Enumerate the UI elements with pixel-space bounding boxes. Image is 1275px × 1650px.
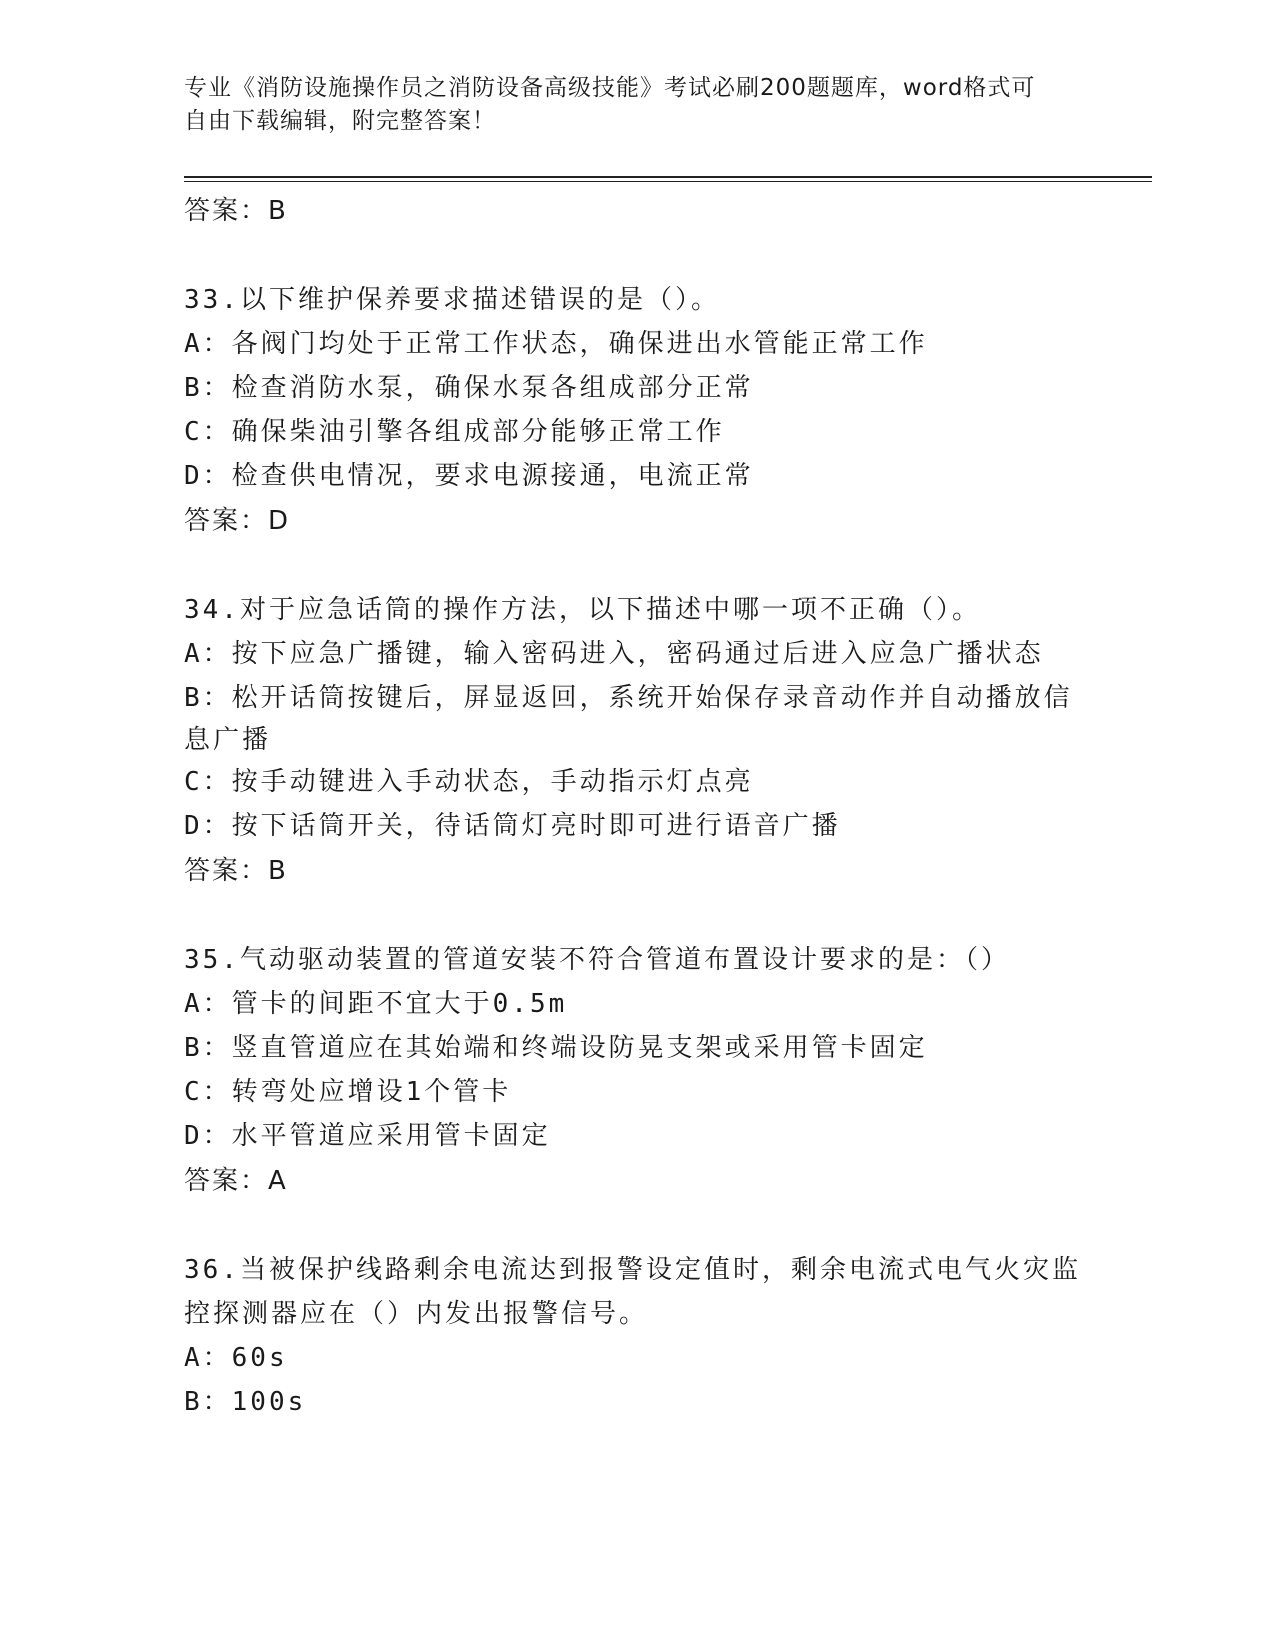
question-stem: 35.气动驱动装置的管道安装不符合管道布置设计要求的是：（） [184,945,1010,975]
question-36 [184,1248,1084,1424]
option-c: C：按手动键进入手动状态，手动指示灯点亮 [184,767,754,797]
header-divider [184,176,1152,178]
question-35 [184,938,1084,1204]
option-c: C：确保柴油引擎各组成部分能够正常工作 [184,417,725,447]
option-a: A：按下应急广播键，输入密码进入，密码通过后进入应急广播状态 [184,639,1044,669]
option-b-continued: 息广播 [184,725,272,755]
option-a: A：60s [184,1343,288,1373]
option-c: C：转弯处应增设1个管卡 [184,1077,512,1107]
question-34 [184,588,1084,894]
option-a: A：管卡的间距不宜大于0.5m [184,989,568,1019]
spacer [184,894,1084,938]
question-33 [184,278,1084,544]
option-d: D：按下话筒开关，待话筒灯亮时即可进行语音广播 [184,811,841,841]
document-header [184,72,1064,138]
answer: 答案：B [184,856,288,886]
spacer [184,544,1084,588]
header-divider-thin [184,181,1152,182]
option-d: D：水平管道应采用管卡固定 [184,1121,551,1151]
option-a: A：各阀门均处于正常工作状态，确保进出水管能正常工作 [184,329,928,359]
question-stem-continued: 控探测器应在（）内发出报警信号。 [184,1299,649,1329]
answer-previous: 答案：B [184,196,288,226]
option-b: B：检查消防水泵，确保水泵各组成部分正常 [184,373,754,403]
question-stem: 34.对于应急话筒的操作方法，以下描述中哪一项不正确（）。 [184,595,981,625]
question-list [184,188,1084,1424]
question-stem: 33.以下维护保养要求描述错误的是（）。 [184,285,720,315]
option-b: B：竖直管道应在其始端和终端设防晃支架或采用管卡固定 [184,1033,928,1063]
answer: 答案：D [184,506,291,536]
option-d: D：检查供电情况，要求电源接通，电流正常 [184,461,754,491]
option-b: B：松开话筒按键后，屏显返回，系统开始保存录音动作并自动播放信 [184,683,1073,713]
question-stem: 36.当被保护线路剩余电流达到报警设定值时，剩余电流式电气火灾监 [184,1255,1081,1285]
option-b: B：100s [184,1387,307,1417]
spacer [184,1204,1084,1248]
answer: 答案：A [184,1166,288,1196]
header-line-1: 专业《消防设施操作员之消防设备高级技能》考试必刷200题题库，word格式可 [184,75,1036,101]
spacer [184,234,1084,278]
header-line-2: 自由下载编辑，附完整答案！ [184,108,496,134]
